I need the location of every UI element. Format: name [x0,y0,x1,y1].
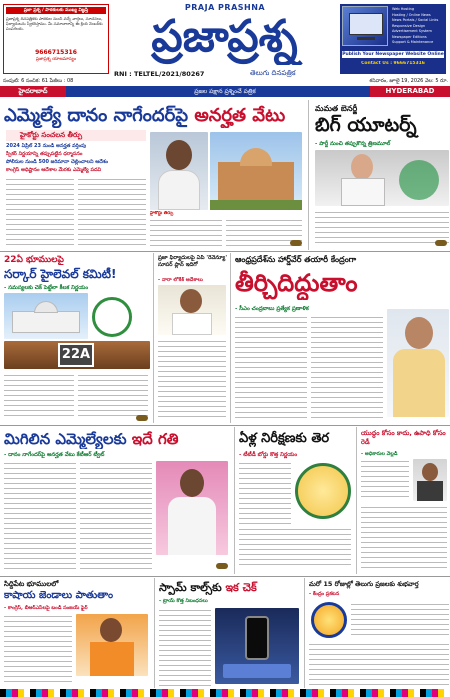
website-ad-item: Web Hosting [392,7,415,11]
ktr-headline-part-1: మిగిలిన ఎమ్మెల్యేలకు [4,430,127,448]
ktr-story [0,427,232,574]
website-ad-item: Newspaper Editions [392,34,427,39]
read-more-icon [136,415,148,421]
land-body-col-2 [78,373,148,419]
bandi-sanjay-photo [76,614,148,676]
ktr-body-col-2 [80,461,152,569]
city-name-english: HYDERABAD [370,86,450,97]
siddipet-headline: కాషాయ జెండాలు పాతుతాం [4,590,114,601]
hardware-hub-story [230,253,450,423]
lead-bullet: 2024 ఏప్రిల్ 23 నుండి అనర్హత వర్తింపు [6,143,87,149]
ttd-subhead: - టీటీడీ బోర్డు కొత్త నిర్ణయం [239,452,298,458]
spam-body-col-1 [159,608,211,686]
ttd-headline: ఏళ్ల నిరీక్షణకు తెర [239,431,330,446]
lead-body-col-2 [78,177,146,247]
lead-photo-caption: హైకోర్టు తీర్పు [150,211,174,216]
reader-appeal-contact: ప్రజాప్రశ్న యాజమాన్యం [35,57,77,62]
revenue-headline: ప్రజా ఫిర్యాదులపై ఏపీ 'రెవెన్యూ' సూపర్ ప్లాన్‌ ఇదిగో [158,255,228,268]
masthead [0,0,450,98]
masthead-kicker: PRAJA PRASHNA [184,3,266,12]
lead-body-col-3 [150,218,222,246]
website-ad-graphic [342,6,388,46]
hardware-kicker: ఆంధ్రప్రదేశ్‌ను హార్డ్‌వేర్ తయారీ కేంద్రంగా [235,255,357,264]
land-headline: సర్కార్ హైలెవల్ కమిటీ! [4,267,117,281]
revenue-story [153,253,228,423]
hardware-body-col-1 [235,315,307,419]
ttd-body-col-1 [239,461,291,525]
land-subhead: - సమస్యలకు చెక్ పెట్టేలా కీలక నిర్ణయం [4,285,89,291]
ready-body-col-2 [361,505,447,569]
mamata-subhead: - పార్టీ నుంచి తప్పుకొన్న త్రిణమూల్ [315,141,391,147]
print-registration-strip [0,689,450,697]
mamata-story [308,100,450,250]
spam-headline-part-1: స్పామ్ కాల్స్‌కు [159,581,222,594]
good-news-story [304,578,450,688]
lead-headline-part-1: ఎమ్మెల్యే దానం నాగేందర్‌పై [4,105,189,126]
ready-headline: యుద్ధం కోసం కాదు, ఉపాధి కోసం రెడీ [361,429,446,446]
masthead-subtitle: తెలుగు దినపత్రిక [250,69,296,77]
revenue-body [158,339,226,419]
govt-emblem-icon [311,602,347,638]
official-photo [413,459,447,501]
lead-subhead: హైకోర్టు సంచలన తీర్పు [6,130,146,141]
ktr-subhead: - దానం నాగేందర్‌పై అనర్హత వేటు కేటీఆర్ ట్వీట్ [4,452,105,458]
read-more-icon [290,240,302,246]
hardware-body-col-2 [311,315,383,419]
siddipet-subhead: - కాంగ్రెస్, బీఆర్ఎస్‌లపై బండి సంజయ్ ఫైర్ [4,605,88,611]
hardware-headline: తీర్చిదిద్దుతాం [235,269,358,297]
land-body-col-1 [4,373,74,419]
land-committee-story [0,253,150,423]
website-ad-item: News Portals / Social Links [392,18,439,22]
paper-tagline: ప్రజల పక్షాన ప్రశ్నించే పత్రిక [194,88,256,95]
spam-subhead: - ట్రాయ్ కొత్త నిబంధనలు [159,598,208,604]
phone-call-photo [215,608,299,684]
mamata-photo [315,150,449,206]
mamata-kicker: మమత బెనర్జీ [315,104,358,113]
good-news-body-col-1 [351,602,449,638]
website-ad-item: Hosting / Online News [392,12,431,17]
lead-bullet: స్పీకర్ నిర్ణయాన్ని తప్పుపట్టిన ధర్మాసనం [6,151,83,157]
ttd-body-col-2 [239,527,351,569]
lead-bullet: కాంగ్రెస్ అధిష్టానం ఆదేశాల మేరకు ఎమ్మెల్యే పదవి [6,167,102,173]
spam-headline-part-2: ఇక చెక్ [225,581,257,594]
siddipet-kicker: సిద్దిపేట భూములలో [4,580,59,588]
section-divider [0,251,450,252]
lokesh-photo [158,285,226,335]
ktr-photo [156,461,228,555]
spam-calls-story [154,578,302,688]
lead-bullet: పోలీసుల నుండి 500 జరిమానా చెల్లించాలని ఆదేశం [6,159,109,165]
section-divider [0,425,450,426]
land-stamp: 22A [58,343,94,367]
hardware-subhead: - సీఎం చంద్రబాబు ప్రత్యేక ప్రణాళిక [235,306,309,312]
edition-line: సంపుటి: 6 సంచిక: 61 పేజీలు : 08 [3,78,74,84]
good-news-subhead: - కేంద్రం ప్రకటన [309,591,340,597]
mamata-body [315,210,449,246]
date-line: శనివారం, జూలై 19, 2026 వెల: 5 రూ. [369,78,448,84]
land-document-photo [4,341,150,369]
siddipet-body-col-1 [4,614,72,686]
ready-story [356,427,450,574]
reader-appeal-phone: 9666715316 [35,49,77,56]
lead-body-col-1 [6,177,74,247]
section-divider [0,576,450,577]
lead-politician-photo [150,132,208,210]
website-ad-box [340,4,446,74]
website-ad-title: Publish Your Newspaper Website Online [342,52,444,57]
mamata-headline: బిగ్ యూటర్న్ [315,114,417,136]
high-court-photo [210,132,302,210]
ttd-story [234,427,354,574]
city-name-telugu: హైదరాబాద్ [0,86,66,97]
rni-number: RNI : TELTEL/2021/80267 [114,70,205,78]
telangana-emblem-icon [92,297,132,337]
read-more-icon [216,563,228,569]
ktr-body-col-1 [4,461,76,569]
lead-story [0,100,305,250]
ttd-emblem-icon [295,463,351,519]
ready-body-col-1 [361,459,409,501]
reader-appeal-box [3,4,109,74]
reader-appeal-body: ప్రజాప్రశ్న దినపత్రికకు పాఠకుల నుంచి వచ్చే వార్తలు, సూచనలు, ఫిర్యాదులను స్వీకరిస్తాము. మీ సమాచారాన్ని ఈ క్రింది నెంబర్‌కు పంపగలరు. [6,16,103,31]
website-ad-item: Responsive Design [392,23,426,28]
revenue-subhead: - నారా లోకేశ్ ఆదేశాలు [158,277,203,283]
ready-subhead: - అధికారుల వెల్లడి [361,451,398,457]
read-more-icon [435,240,447,246]
good-news-body-col-2 [309,642,449,686]
website-ad-item: Support & Maintenance [392,40,434,44]
good-news-headline: మరో 15 రోజుల్లో తెలుగు ప్రజలకు శుభవార్త [309,580,419,588]
newspaper-logo: ప్రజాప్రశ్న [151,11,298,62]
secretariat-photo [4,293,88,339]
lead-headline-part-2: అనర్హత వేటు [194,105,286,126]
reader-appeal-title: ప్రజా ప్రశ్న / పాఠకులకు ముఖ్య విజ్ఞప్తి [6,7,106,14]
land-kicker: 22ఏ భూములపై [4,255,64,265]
website-ad-item: Advertisement System [392,29,432,33]
ktr-headline-part-2: ఇదే గతి [131,430,179,448]
chandrababu-photo [387,309,449,417]
siddipet-story [0,578,152,688]
website-ad-contact: Contact Us : 9666715316 [361,61,425,66]
